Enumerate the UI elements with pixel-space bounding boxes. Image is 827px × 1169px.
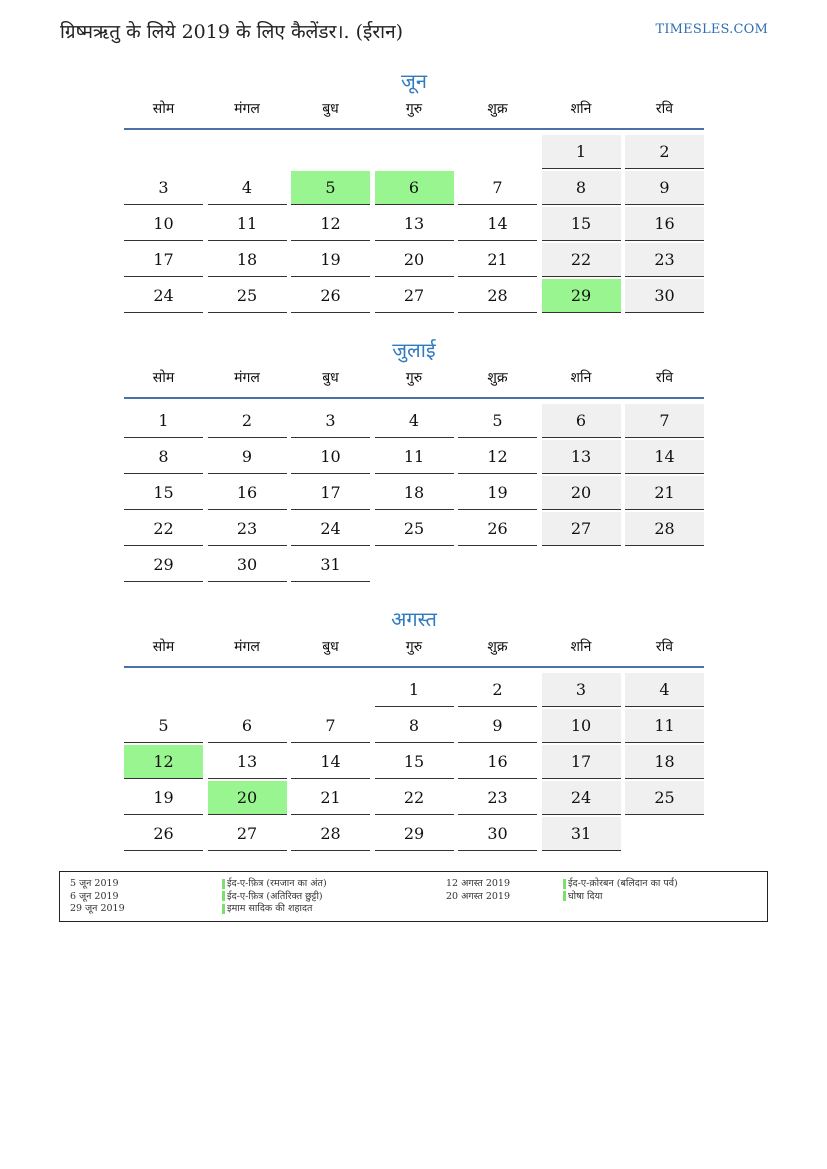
day-cell: 28	[458, 279, 537, 313]
day-cell: 15	[124, 476, 203, 510]
day-cell: 22	[375, 781, 454, 815]
day-cell: 19	[124, 781, 203, 815]
brand-link[interactable]: TIMESLES.COM	[655, 22, 768, 37]
day-cell: 4	[375, 404, 454, 438]
weekday-label: बुध	[322, 370, 339, 386]
day-cell: 15	[542, 207, 621, 241]
empty-cell	[458, 135, 537, 169]
day-cell: 23	[458, 781, 537, 815]
day-cell: 19	[291, 243, 370, 277]
legend-date: 20 अगस्त 2019	[446, 890, 511, 902]
empty-cell	[291, 673, 370, 707]
day-cell: 4	[208, 171, 287, 205]
day-cell: 3	[542, 673, 621, 707]
day-cell: 26	[458, 512, 537, 546]
day-cell: 9	[625, 171, 704, 205]
legend-label: ईद-ए-फ़ित्र (रमजान का अंत)	[222, 878, 327, 890]
weekday-label: मंगल	[234, 101, 260, 117]
day-cell: 21	[458, 243, 537, 277]
day-cell: 30	[458, 817, 537, 851]
weekday-header	[124, 96, 704, 130]
day-cell: 11	[375, 440, 454, 474]
day-cell: 11	[208, 207, 287, 241]
empty-cell	[375, 135, 454, 169]
weekday-label: सोम	[152, 101, 175, 117]
day-cell: 8	[375, 709, 454, 743]
day-cell: 14	[291, 745, 370, 779]
day-cell: 16	[208, 476, 287, 510]
day-cell: 23	[625, 243, 704, 277]
day-cell: 10	[542, 709, 621, 743]
legend-date: 6 जून 2019	[70, 890, 119, 902]
day-cell: 7	[625, 404, 704, 438]
month-calendar	[124, 335, 704, 584]
weekday-label: मंगल	[234, 639, 260, 655]
day-cell: 24	[124, 279, 203, 313]
day-cell: 6	[542, 404, 621, 438]
month-calendar	[124, 604, 704, 853]
day-cell: 31	[291, 548, 370, 582]
day-cell: 27	[375, 279, 454, 313]
legend-label: घोषा दिया	[563, 891, 603, 903]
holiday-color-swatch	[222, 904, 225, 914]
holiday-legend	[59, 871, 768, 922]
month-calendar	[124, 66, 704, 315]
day-cell: 20	[542, 476, 621, 510]
day-cell: 8	[124, 440, 203, 474]
day-cell: 3	[124, 171, 203, 205]
month-title: जुलाई	[392, 338, 436, 362]
day-cell: 28	[625, 512, 704, 546]
day-cell: 26	[291, 279, 370, 313]
weekday-label: सोम	[152, 370, 175, 386]
day-cell: 7	[291, 709, 370, 743]
day-cell: 5	[458, 404, 537, 438]
day-cell: 4	[625, 673, 704, 707]
day-cell: 24	[542, 781, 621, 815]
day-cell: 18	[208, 243, 287, 277]
day-cell: 13	[375, 207, 454, 241]
weekday-label: शुक्र	[487, 639, 508, 655]
holiday-color-swatch	[563, 879, 566, 889]
weekday-label: गुरु	[405, 639, 423, 655]
legend-label: ईद-ए-क़ोरबन (बलिदान का पर्व)	[563, 878, 678, 890]
day-cell: 15	[375, 745, 454, 779]
day-cell: 5	[124, 709, 203, 743]
day-cell: 25	[625, 781, 704, 815]
day-grid	[124, 673, 704, 853]
day-cell: 11	[625, 709, 704, 743]
day-cell: 24	[291, 512, 370, 546]
day-cell: 7	[458, 171, 537, 205]
weekday-label: रवि	[655, 101, 674, 117]
day-cell: 21	[625, 476, 704, 510]
day-cell: 21	[291, 781, 370, 815]
weekday-label: रवि	[655, 370, 674, 386]
holiday-day-cell: 29	[542, 279, 621, 313]
day-cell: 2	[625, 135, 704, 169]
day-cell: 14	[625, 440, 704, 474]
holiday-day-cell: 12	[124, 745, 203, 779]
empty-cell	[291, 135, 370, 169]
day-cell: 29	[124, 548, 203, 582]
weekday-label: शुक्र	[487, 101, 508, 117]
day-cell: 27	[542, 512, 621, 546]
day-cell: 22	[542, 243, 621, 277]
weekday-label: बुध	[322, 639, 339, 655]
day-cell: 31	[542, 817, 621, 851]
day-cell: 16	[458, 745, 537, 779]
day-cell: 12	[291, 207, 370, 241]
day-cell: 29	[375, 817, 454, 851]
weekday-label: शनि	[570, 639, 592, 655]
weekday-label: गुरु	[405, 370, 423, 386]
weekday-label: मंगल	[234, 370, 260, 386]
day-cell: 26	[124, 817, 203, 851]
empty-cell	[124, 135, 203, 169]
day-cell: 13	[542, 440, 621, 474]
holiday-day-cell: 5	[291, 171, 370, 205]
weekday-label: शनि	[570, 101, 592, 117]
weekday-header	[124, 365, 704, 399]
day-cell: 1	[375, 673, 454, 707]
day-cell: 2	[458, 673, 537, 707]
holiday-color-swatch	[563, 891, 566, 901]
day-cell: 6	[208, 709, 287, 743]
legend-date: 29 जून 2019	[70, 903, 125, 914]
day-cell: 19	[458, 476, 537, 510]
day-grid	[124, 404, 704, 584]
day-cell: 18	[625, 745, 704, 779]
holiday-day-cell: 6	[375, 171, 454, 205]
day-cell: 2	[208, 404, 287, 438]
holiday-color-swatch	[222, 891, 225, 901]
legend-label: ईद-ए-फ़ित्र (अतिरिक्त छुट्टी)	[222, 891, 323, 903]
legend-date: 5 जून 2019	[70, 878, 119, 889]
page-title: ग्रिष्मऋतु के लिये 2019 के लिए कैलेंडर।. (ईरान)	[60, 21, 404, 43]
day-cell: 25	[375, 512, 454, 546]
day-cell: 17	[542, 745, 621, 779]
weekday-label: बुध	[322, 101, 339, 117]
day-cell: 30	[208, 548, 287, 582]
empty-cell	[208, 135, 287, 169]
day-cell: 13	[208, 745, 287, 779]
day-cell: 14	[458, 207, 537, 241]
day-grid	[124, 135, 704, 315]
day-cell: 3	[291, 404, 370, 438]
day-cell: 23	[208, 512, 287, 546]
day-cell: 22	[124, 512, 203, 546]
month-title: अगस्त	[391, 607, 437, 631]
month-title: जून	[401, 69, 427, 93]
day-cell: 17	[291, 476, 370, 510]
weekday-label: गुरु	[405, 101, 423, 117]
legend-label: इमाम सादिक की शहादत	[222, 903, 312, 915]
day-cell: 12	[458, 440, 537, 474]
legend-date: 12 अगस्त 2019	[446, 878, 511, 889]
day-cell: 25	[208, 279, 287, 313]
day-cell: 9	[208, 440, 287, 474]
day-cell: 18	[375, 476, 454, 510]
day-cell: 27	[208, 817, 287, 851]
day-cell: 17	[124, 243, 203, 277]
day-cell: 10	[291, 440, 370, 474]
day-cell: 28	[291, 817, 370, 851]
weekday-label: सोम	[152, 639, 175, 655]
day-cell: 16	[625, 207, 704, 241]
day-cell: 10	[124, 207, 203, 241]
holiday-color-swatch	[222, 879, 225, 889]
weekday-label: शुक्र	[487, 370, 508, 386]
day-cell: 1	[124, 404, 203, 438]
day-cell: 1	[542, 135, 621, 169]
weekday-header	[124, 634, 704, 668]
day-cell: 8	[542, 171, 621, 205]
empty-cell	[124, 673, 203, 707]
holiday-day-cell: 20	[208, 781, 287, 815]
day-cell: 30	[625, 279, 704, 313]
day-cell: 9	[458, 709, 537, 743]
weekday-label: शनि	[570, 370, 592, 386]
empty-cell	[208, 673, 287, 707]
weekday-label: रवि	[655, 639, 674, 655]
day-cell: 20	[375, 243, 454, 277]
